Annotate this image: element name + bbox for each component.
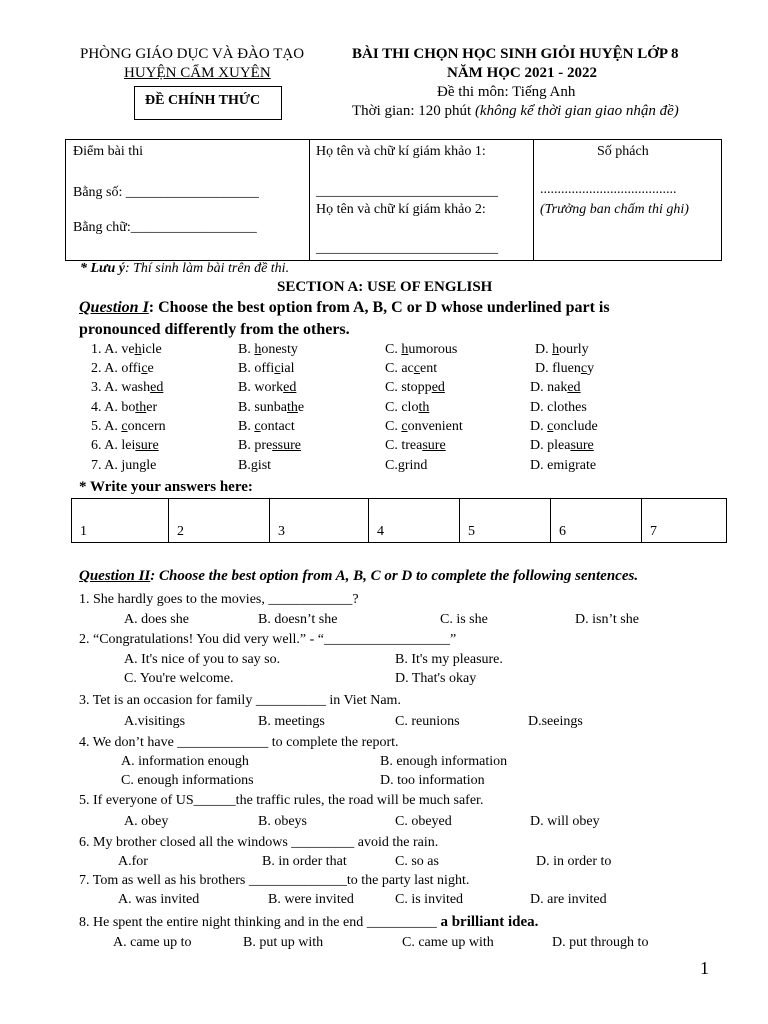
- underlined-part: h: [401, 342, 409, 357]
- option-text: 6. A. lei: [91, 438, 136, 453]
- q2-option[interactable]: D. That's okay: [395, 671, 477, 686]
- question-text: 6. My brother closed all the windows _________ avoid the rain.: [79, 835, 439, 850]
- underlined-part: c: [580, 361, 588, 376]
- q1-option[interactable]: [535, 342, 589, 358]
- code-dots[interactable]: .......................................: [540, 182, 677, 197]
- answer-cell[interactable]: 1: [72, 499, 169, 543]
- answer-cell[interactable]: 6: [551, 499, 642, 543]
- option-text: B.: [238, 419, 255, 434]
- q1-text-line2: pronounced differently from the others.: [79, 321, 350, 338]
- district-name: HUYỆN CẨM XUYÊN: [124, 65, 271, 81]
- option-text: D.: [535, 342, 553, 357]
- q2-question: [79, 914, 538, 931]
- q2-option[interactable]: A. information enough: [121, 754, 249, 769]
- underlined-part: c: [401, 419, 408, 434]
- q2-option[interactable]: A. was invited: [118, 892, 200, 907]
- q1-heading: [79, 299, 610, 317]
- q1-option[interactable]: [238, 342, 298, 358]
- q2-question: [79, 592, 359, 608]
- section-a-title: SECTION A: USE OF ENGLISH: [277, 279, 493, 295]
- option-text: C.: [385, 342, 402, 357]
- official-label: ĐỀ CHÍNH THỨC: [145, 93, 261, 108]
- school-year: NĂM HỌC 2021 - 2022: [447, 65, 597, 81]
- underlined-part: th: [135, 400, 147, 415]
- q1-option[interactable]: [238, 438, 301, 454]
- q1-option[interactable]: [530, 400, 587, 416]
- dept-name: PHÒNG GIÁO DỤC VÀ ĐÀO TẠO: [80, 46, 305, 62]
- code-label: Số phách: [597, 144, 649, 159]
- q2-option[interactable]: A. came up to: [113, 935, 192, 950]
- examiner2-label: Họ tên và chữ kí giám khảo 2:: [316, 202, 486, 217]
- duration-label: Thời gian: 120 phút: [352, 103, 472, 119]
- question-text: 4. We don’t have _____________ to complete the report.: [79, 735, 399, 750]
- q1-option[interactable]: [91, 419, 166, 435]
- q1-option[interactable]: [385, 342, 457, 358]
- option-text: 7. A. jungle: [91, 458, 157, 473]
- q2-option[interactable]: B. in order that: [262, 854, 347, 869]
- q2-option[interactable]: C. so as: [395, 854, 439, 869]
- q2-option[interactable]: B. enough information: [380, 754, 508, 769]
- option-text: 1. A. ve: [91, 342, 135, 357]
- underlined-part: c: [413, 361, 420, 376]
- note-label: * Lưu ý: [80, 261, 125, 276]
- page-number: 1: [700, 958, 709, 978]
- q1-option[interactable]: [238, 380, 296, 396]
- q2-option[interactable]: C. came up with: [402, 935, 494, 950]
- underlined-part: ssure: [272, 438, 301, 453]
- q2-option[interactable]: C. is she: [440, 612, 488, 627]
- underlined-part: ed: [567, 380, 581, 395]
- official-stamp-box: [134, 86, 282, 120]
- q2-option[interactable]: A. It's nice of you to say so.: [124, 652, 281, 667]
- underlined-part: ed: [283, 380, 297, 395]
- q1-option[interactable]: [238, 419, 295, 435]
- option-text-end: ial: [280, 361, 295, 376]
- q2-question: [79, 873, 469, 889]
- code-note: (Trưởng ban chấm thi ghi): [540, 202, 689, 217]
- underlined-part: c: [254, 419, 261, 434]
- q2-option[interactable]: B. put up with: [243, 935, 324, 950]
- question-text: 1. She hardly goes to the movies, ____________?: [79, 592, 359, 607]
- score-table: [65, 139, 722, 261]
- duration: [352, 103, 679, 120]
- answers-label: * Write your answers here:: [79, 479, 253, 495]
- answer-table: [71, 498, 727, 543]
- underlined-part: sure: [570, 438, 594, 453]
- q2-option[interactable]: C. enough informations: [121, 773, 254, 788]
- q2-option[interactable]: B. meetings: [258, 714, 325, 729]
- option-text-end: onvenient: [407, 419, 463, 434]
- question-text: 7. Tom as well as his brothers ______________to the party last night.: [79, 873, 470, 888]
- q1-option[interactable]: [91, 400, 157, 416]
- question-bold: a brilliant idea.: [436, 914, 539, 930]
- q1-option[interactable]: [91, 380, 163, 396]
- option-text: D. clo: [530, 400, 565, 415]
- q1-option[interactable]: [385, 419, 463, 435]
- option-text-end: oncern: [127, 419, 166, 434]
- option-text: B. work: [238, 380, 284, 395]
- q2-question: [79, 793, 483, 809]
- q2-option[interactable]: D. are invited: [530, 892, 607, 907]
- q1-option[interactable]: [535, 361, 594, 377]
- q2-option[interactable]: C. obeyed: [395, 814, 452, 829]
- option-text-end: e: [297, 400, 305, 415]
- option-text: C.grind: [385, 458, 428, 473]
- q2-option[interactable]: D. isn’t she: [575, 612, 639, 627]
- answer-cell[interactable]: 4: [369, 499, 460, 543]
- option-text: 4. A. bo: [91, 400, 136, 415]
- q2-question: [79, 735, 399, 751]
- option-text-end: ent: [419, 361, 438, 376]
- q2-option[interactable]: A.visitings: [124, 714, 186, 729]
- score-words[interactable]: Bằng chữ:__________________: [73, 220, 257, 235]
- option-text: C. trea: [385, 438, 423, 453]
- underlined-part: c: [274, 361, 281, 376]
- underlined-part: th: [418, 400, 430, 415]
- option-text: C.: [385, 419, 402, 434]
- option-text-end: onesty: [261, 342, 298, 357]
- score-label: Điểm bài thi: [73, 144, 143, 159]
- q2-option[interactable]: B. were invited: [268, 892, 354, 907]
- option-text: C. ac: [385, 361, 414, 376]
- q1-option[interactable]: [91, 458, 156, 474]
- q1-option[interactable]: [530, 380, 581, 396]
- note-text: : Thí sinh làm bài trên đề thi.: [124, 261, 290, 276]
- underlined-part: sure: [135, 438, 159, 453]
- option-text-end: e: [147, 361, 154, 376]
- option-text: D. nak: [530, 380, 568, 395]
- question-text: 5. If everyone of US______the traffic rules, the road will be much safer.: [79, 793, 484, 808]
- note: [80, 261, 289, 277]
- option-text-end: ontact: [260, 419, 295, 434]
- q2-question: [79, 835, 438, 851]
- q1-option[interactable]: [238, 458, 271, 474]
- answer-cell[interactable]: 7: [642, 499, 727, 543]
- q1-option[interactable]: [530, 438, 594, 454]
- question-text: 2. “Congratulations! You did very well.” - “__________________”: [79, 632, 457, 647]
- option-text: B.gist: [238, 458, 272, 473]
- exam-title: BÀI THI CHỌN HỌC SINH GIỎI HUYỆN LỚP 8: [352, 46, 679, 62]
- underlined-part: c: [547, 419, 554, 434]
- q1-option[interactable]: [91, 361, 154, 377]
- q1-option[interactable]: [385, 380, 445, 396]
- q2-label: Question II: [79, 568, 151, 584]
- subject: Đề thi môn: Tiếng Anh: [437, 84, 576, 100]
- option-text: D. fluen: [535, 361, 581, 376]
- answer-cell[interactable]: 2: [169, 499, 270, 543]
- underlined-part: c: [141, 361, 148, 376]
- q2-option[interactable]: A.for: [118, 854, 148, 869]
- q2-option[interactable]: A. obey: [124, 814, 169, 829]
- question-text: 3. Tet is an occasion for family __________ in Viet Nam.: [79, 693, 401, 708]
- q2-option[interactable]: D. too information: [380, 773, 485, 788]
- question-text: 8. He spent the entire night thinking and in the end __________: [79, 915, 437, 930]
- option-text: C. clo: [385, 400, 419, 415]
- q1-option[interactable]: [238, 400, 304, 416]
- option-text: B.: [238, 342, 255, 357]
- option-text-end: er: [146, 400, 158, 415]
- q1-option[interactable]: [385, 438, 446, 454]
- underlined-part: th: [287, 400, 298, 415]
- option-text: D. emigrate: [530, 458, 597, 473]
- q2-option[interactable]: D.seeings: [528, 714, 583, 729]
- q1-option[interactable]: [385, 361, 437, 377]
- q2-option[interactable]: C. is invited: [395, 892, 464, 907]
- examiner1-label: Họ tên và chữ kí giám khảo 1:: [316, 144, 486, 159]
- q1-label: Question I: [79, 299, 149, 316]
- answer-cell[interactable]: 3: [270, 499, 369, 543]
- q2-text: : Choose the best option from A, B, C or D to complete the following sentences.: [150, 568, 639, 584]
- underlined-part: ed: [431, 380, 445, 395]
- q1-option[interactable]: [385, 458, 427, 474]
- option-text: B. offi: [238, 361, 275, 376]
- q1-option[interactable]: [530, 419, 598, 435]
- underlined-part: h: [254, 342, 262, 357]
- option-text-end: y: [587, 361, 595, 376]
- option-text: C. stopp: [385, 380, 432, 395]
- q2-option[interactable]: B. It's my pleasure.: [395, 652, 503, 667]
- q1-text: : Choose the best option from A, B, C or D whose underlined part is: [148, 299, 610, 316]
- q1-option[interactable]: [385, 400, 429, 416]
- option-text-end: thes: [564, 400, 587, 415]
- answer-cell[interactable]: 5: [460, 499, 551, 543]
- option-text: B. sunba: [238, 400, 287, 415]
- option-text: D. plea: [530, 438, 571, 453]
- q2-option[interactable]: D. in order to: [536, 854, 612, 869]
- q1-option[interactable]: [238, 361, 295, 377]
- examiner2-line[interactable]: __________________________: [316, 241, 498, 256]
- q2-option[interactable]: A. does she: [124, 612, 189, 627]
- q2-heading: [79, 568, 638, 585]
- underlined-part: h: [134, 342, 142, 357]
- underlined-part: ed: [150, 380, 164, 395]
- underlined-part: c: [121, 419, 128, 434]
- option-text-end: onclude: [553, 419, 598, 434]
- option-text-end: umorous: [408, 342, 458, 357]
- option-text: 5. A.: [91, 419, 122, 434]
- q2-option[interactable]: C. You're welcome.: [124, 671, 234, 686]
- q2-question: [79, 693, 401, 709]
- option-text: B. pre: [238, 438, 273, 453]
- q1-option[interactable]: [530, 458, 596, 474]
- score-digits[interactable]: Bằng số: ___________________: [73, 185, 259, 200]
- examiner1-line[interactable]: __________________________: [316, 184, 498, 199]
- option-text: 3. A. wash: [91, 380, 151, 395]
- duration-note: (không kể thời gian giao nhận đề): [474, 103, 679, 119]
- q2-option[interactable]: D. put through to: [552, 935, 649, 950]
- q2-option[interactable]: C. reunions: [395, 714, 460, 729]
- underlined-part: sure: [422, 438, 446, 453]
- q2-question: [79, 632, 456, 648]
- q2-option[interactable]: B. obeys: [258, 814, 307, 829]
- option-text: 2. A. offi: [91, 361, 142, 376]
- underlined-part: h: [552, 342, 560, 357]
- q1-option[interactable]: [91, 438, 159, 454]
- option-text-end: icle: [141, 342, 162, 357]
- q1-option[interactable]: [91, 342, 162, 358]
- q2-option[interactable]: B. doesn’t she: [258, 612, 338, 627]
- option-text: D.: [530, 419, 548, 434]
- q2-option[interactable]: D. will obey: [530, 814, 600, 829]
- option-text-end: ourly: [559, 342, 589, 357]
